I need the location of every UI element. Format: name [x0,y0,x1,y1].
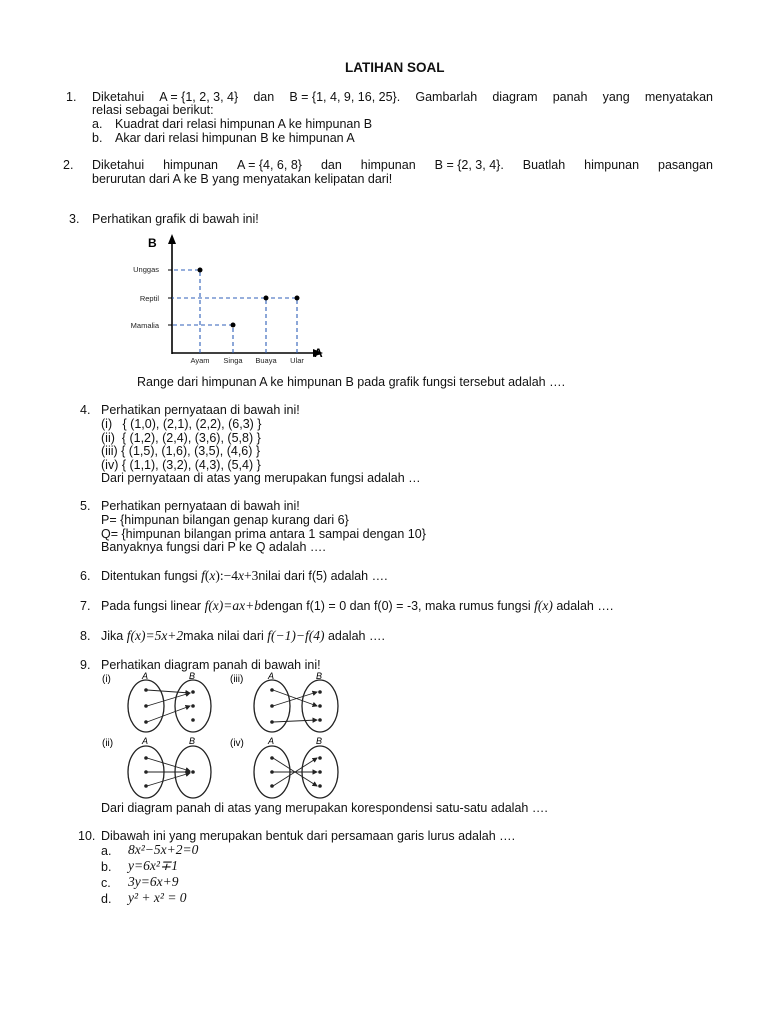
q9-diagram-iii [230,671,338,732]
q3-mapping-ular-reptil [266,298,297,353]
q10-option-label: d. [101,892,112,906]
q9-diagram-iv [230,736,338,798]
q3-point [295,296,300,301]
q9-set-a-label: A [142,736,149,746]
q3-y-label: Reptil [139,294,159,303]
q4-item: (iv) { (1,1), (3,2), (4,3), (5,4) } [101,458,261,472]
q9-set-a-label: A [268,736,275,746]
q4-item: (ii) { (1,2), (2,4), (3,6), (5,8) } [101,431,261,445]
q1-a-text: Kuadrat dari relasi himpunan A ke himpunan B [115,117,373,131]
q9-number: 9. [80,658,91,672]
q10-option-expr: 3y=6x+9 [128,874,179,889]
q4-item: (i) { (1,0), (2,1), (2,2), (6,3) } [101,417,262,431]
q10-option-label: c. [101,876,111,890]
q10-option-label: b. [101,860,112,874]
q1-number: 1. [66,90,77,104]
q3-y-arrow [168,234,176,244]
q10-option-label: a. [101,844,112,858]
q3-question: Range dari himpunan A ke himpunan B pada grafik fungsi tersebut adalah …. [137,375,566,389]
q9-set-b-label: B [316,671,323,681]
q3-x-label: Singa [223,356,243,365]
q3-point [231,323,236,328]
q3-x-label: Ular [290,356,304,365]
q3-point [198,268,203,273]
q9-set-a-label: A [142,671,149,681]
q5-number: 5. [80,499,91,513]
q9-roman: (i) [102,674,111,685]
q9-set-b-label: B [189,736,196,746]
q3-y-label: Unggas [133,265,159,274]
q3-text: Perhatikan grafik di bawah ini! [92,212,259,226]
q9-diagram-ii [102,736,211,798]
q9-roman: (iii) [230,674,244,685]
q8-number: 8. [80,629,91,643]
q3-number: 3. [69,212,80,226]
page-title: LATIHAN SOAL [345,60,445,75]
q9-set-b-label: B [189,671,196,681]
q9-diagram-i [102,671,211,732]
q3-mapping-ayam-unggas [172,270,200,353]
q7-number: 7. [80,599,91,613]
q3-y-label: Mamalia [130,321,159,330]
q3-x-label: Buaya [255,356,277,365]
q1-line2: relasi sebagai berikut: [92,103,214,117]
q3-axis-b: B [148,236,157,250]
q9-set-a-label: A [268,671,275,681]
q1-b-label: b. [92,131,103,145]
q8-line: Jika f(x)=5x+2maka nilai dari f(−1)−f(4) adalah …. [101,628,385,643]
q4-number: 4. [80,403,91,417]
q7-line: Pada fungsi linear f(x)=ax+bdengan f(1) = 0 dan f(0) = -3, maka rumus fungsi f(x) adalah …. [101,598,614,613]
q3-axis-a: A [314,346,323,360]
q2-line1: Diketahui himpunan A = {4, 6, 8} dan himpunan B = {2, 3, 4}. Buatlah himpunan pasangan [92,158,713,172]
q5-question: Banyaknya fungsi dari P ke Q adalah …. [101,540,326,554]
q9-set-b-label: B [316,736,323,746]
q9-roman: (ii) [102,738,114,749]
q10-text: Dibawah ini yang merupakan bentuk dari persamaan garis lurus adalah …. [101,829,516,843]
q10-number: 10. [78,829,96,843]
q3-x-label: Ayam [190,356,210,365]
q9-roman: (iv) [230,738,244,749]
q10-option-expr: y=6x²∓1 [128,858,178,873]
q5-q: Q= {himpunan bilangan prima antara 1 sampai dengan 10} [101,527,426,541]
q10-option-expr: y² + x² = 0 [128,890,187,905]
q4-item: (iii) { (1,5), (1,6), (3,5), (4,6) } [101,444,261,458]
q3-mapping-singa-mamalia [172,325,233,353]
q9-diagrams [98,670,348,800]
q6-number: 6. [80,569,91,583]
q9-question: Dari diagram panah di atas yang merupakan korespondensi satu-satu adalah …. [101,801,548,815]
q1-line1: Diketahui A = {1, 2, 3, 4} dan B = {1, 4, 9, 16, 25}. Gambarlah diagram panah yang menyatakan [92,90,713,104]
q9-text: Perhatikan diagram panah di bawah ini! [101,658,321,672]
q1-b-text: Akar dari relasi himpunan B ke himpunan A [115,131,355,145]
q5-p: P= {himpunan bilangan genap kurang dari 6} [101,513,349,527]
q4-text: Perhatikan pernyataan di bawah ini! [101,403,300,417]
q5-text: Perhatikan pernyataan di bawah ini! [101,499,300,513]
q3-point [264,296,269,301]
q10-option-expr: 8x²−5x+2=0 [128,842,199,857]
q4-question: Dari pernyataan di atas yang merupakan fungsi adalah … [101,471,421,485]
q6-line: Ditentukan fungsi f(x):−4x+3nilai dari f(5) adalah …. [101,568,388,583]
q1-a-label: a. [92,117,103,131]
q2-line2: berurutan dari A ke B yang menyatakan kelipatan dari! [92,172,393,186]
q2-number: 2. [63,158,74,172]
q3-graph [110,230,350,370]
